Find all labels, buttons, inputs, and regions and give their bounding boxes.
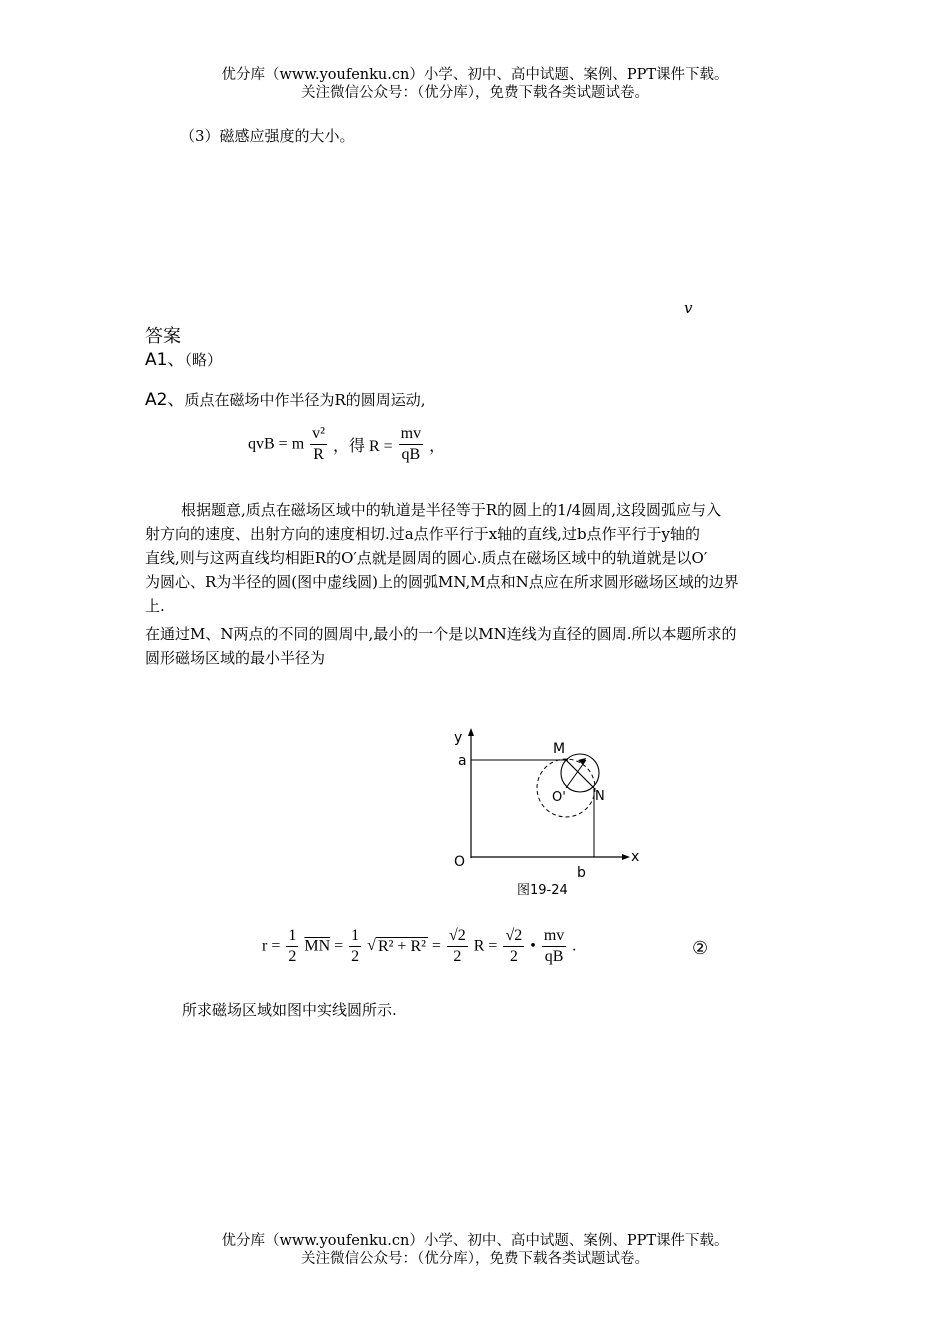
paragraph-2 xyxy=(145,622,815,670)
origin-label: O xyxy=(454,854,466,870)
formula-radius xyxy=(248,424,445,465)
formula1-fraction-1: $\frac{\text{v²}}{R}$ xyxy=(312,425,325,463)
header-line-1: 优分库（www.youfenku.cn）小学、初中、高中试题、案例、PPT课件下载。 xyxy=(221,67,729,83)
x-axis-arrow-icon xyxy=(622,854,630,860)
a1-text: （略） xyxy=(184,351,222,369)
formula1-end: ， xyxy=(429,438,446,455)
m-label: M xyxy=(553,741,566,757)
footer-line-1: 优分库（www.youfenku.cn）小学、初中、高中试题、案例、PPT课件下载。 xyxy=(221,1233,729,1249)
v-label: v xyxy=(684,299,693,317)
paragraph1-line: 射方向的速度、出射方向的速度相切.过a点作平行于x轴的直线,过b点作平行于y轴的 xyxy=(145,525,701,543)
paragraph-1 xyxy=(145,498,815,618)
page-header xyxy=(0,66,950,102)
formula2-mn-segment: $\overline{MN}$ xyxy=(304,937,331,955)
paragraph1-line: 为圆心、R为半径的圆(图中虚线圆)上的圆弧MN,M点和N点应在所求圆形磁场区域的边界 xyxy=(145,573,739,591)
formula1-lhs: qvB = m xyxy=(248,435,305,453)
question-3: （3）磁感应强度的大小。 xyxy=(180,127,355,145)
footer-line-2: 关注微信公众号：（优分库），免费下载各类试题试卷。 xyxy=(301,1251,649,1267)
a2-text: 质点在磁场中作半径为R的圆周运动, xyxy=(184,391,426,409)
paragraph1-line: 根据题意,质点在磁场区域中的轨道是半径等于R的圆上的1/4圆周,这段圆弧应与入 xyxy=(181,501,721,519)
y-label: y xyxy=(454,730,463,746)
answer-heading: 答案 xyxy=(145,326,181,347)
formula1-mid: ，得 R = xyxy=(332,438,397,455)
a2-label: A2、 xyxy=(145,390,185,410)
a-label: a xyxy=(458,753,467,769)
chord-mn xyxy=(566,760,594,788)
figure-19-24 xyxy=(440,720,660,905)
formula2-tail: . xyxy=(572,937,577,955)
x-label: x xyxy=(631,849,640,865)
paragraph2-line: 在通过M、N两点的不同的圆周中,最小的一个是以MN连线为直径的圆周.所以本题所求的 xyxy=(145,625,737,643)
formula2-r-equals: R = xyxy=(473,937,502,955)
answer-a1 xyxy=(145,348,222,372)
formula2-fraction-2: $\frac{1}{2}$ xyxy=(351,927,360,965)
formula2-fraction-5: $\frac{mv}{qB}$ xyxy=(543,927,565,965)
header-line-2: 关注微信公众号：（优分库），免费下载各类试题试卷。 xyxy=(301,85,649,101)
n-label: N xyxy=(595,789,605,804)
y-axis-arrow-icon xyxy=(468,728,474,736)
formula2-equals: = xyxy=(431,937,445,955)
formula2-equals: = xyxy=(334,937,348,955)
formula-min-radius xyxy=(262,926,576,967)
formula2-fraction-1: $\frac{1}{2}$ xyxy=(288,927,297,965)
a1-label: A1、 xyxy=(145,350,185,370)
formula2-sqrt: √ R² + R² xyxy=(367,937,426,955)
formula1-fraction-2: $\frac{mv}{qB}$ xyxy=(400,425,422,463)
figure-caption: 图19-24 xyxy=(517,883,568,898)
formula2-dot: • xyxy=(530,937,540,955)
answer-a2 xyxy=(145,388,426,412)
formula2-fraction-3: $\frac{√2}{2}$ xyxy=(448,927,466,965)
equation-number: ② xyxy=(692,938,709,958)
b-label: b xyxy=(577,865,586,881)
paragraph1-line: 直线,则与这两直线均相距R的O′点就是圆周的圆心.质点在磁场区域中的轨道就是以O′ xyxy=(145,549,708,567)
conclusion: 所求磁场区域如图中实线圆所示. xyxy=(182,1001,397,1019)
paragraph2-line: 圆形磁场区域的最小半径为 xyxy=(145,649,326,667)
paragraph1-line: 上. xyxy=(145,597,165,615)
formula2-fraction-4: $\frac{√2}{2}$ xyxy=(505,927,523,965)
formula2-r: r = xyxy=(262,937,285,955)
page-footer xyxy=(0,1232,950,1268)
o-prime-label: O' xyxy=(552,790,566,805)
